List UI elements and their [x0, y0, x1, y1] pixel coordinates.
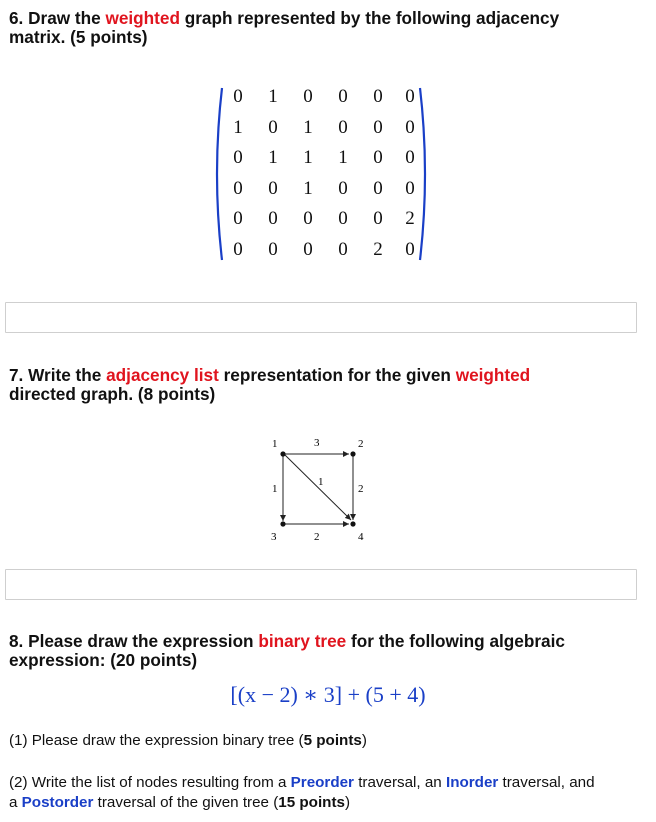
matrix-cell-r2-c2: 0 — [268, 116, 278, 138]
matrix-cell-r5-c1: 0 — [233, 208, 243, 229]
keyword-preorder: Preorder — [290, 774, 354, 791]
algebraic-expression: [(x − 2) ∗ 3] + (5 + 4) — [230, 682, 426, 707]
matrix-cell-r1-c5: 0 — [373, 86, 383, 107]
matrix-cell-r5-c4: 0 — [338, 208, 348, 229]
weight-2-4: 2 — [358, 483, 364, 495]
graph-node-2 — [350, 451, 355, 456]
matrix-cell-r6-c4: 0 — [338, 238, 348, 260]
matrix-cell-r3-c1: 0 — [233, 147, 243, 168]
question-8 — [9, 632, 639, 670]
matrix-cell-r6-c1: 0 — [233, 238, 243, 260]
keyword-weighted: weighted — [105, 8, 180, 28]
matrix-cell-r2-c4: 0 — [338, 116, 348, 138]
answer-box-q6[interactable] — [5, 302, 637, 333]
keyword-inorder: Inorder — [445, 774, 499, 791]
matrix-cell-r1-c6: 0 — [405, 86, 415, 107]
keyword-binary-tree: binary tree — [258, 631, 347, 651]
matrix-cell-r4-c1: 0 — [233, 177, 243, 199]
answer-box-q7[interactable] — [5, 569, 637, 600]
part-2-text: (2) Write the list of nodes resulting from a Preorder traversal, an Inorder traversal, and a Postorder traversal of the given tree (15 points) — [9, 774, 595, 811]
matrix-cell-r4-c2: 0 — [268, 177, 278, 199]
keyword-postorder: Postorder — [21, 794, 94, 811]
node-label-1: 1 — [272, 438, 278, 450]
matrix-cell-r6-c2: 0 — [268, 238, 278, 260]
matrix-cell-r5-c6: 2 — [405, 208, 415, 229]
node-label-3: 3 — [271, 531, 277, 543]
weight-1-4: 1 — [318, 476, 324, 488]
keyword-weighted: weighted — [455, 365, 531, 385]
matrix-cell-r5-c5: 0 — [373, 208, 383, 229]
matrix-cell-r4-c4: 0 — [338, 177, 348, 199]
adjacency-matrix — [210, 84, 432, 264]
graph-node-3 — [280, 521, 285, 526]
matrix-cell-r3-c3: 1 — [303, 147, 313, 168]
graph-node-1 — [280, 451, 285, 456]
graph-node-4 — [350, 521, 355, 526]
question-7-title: 7. Write the adjacency list representation for the given weighted directed graph. (8 points) — [9, 365, 531, 404]
matrix-cell-r2-c5: 0 — [373, 116, 383, 138]
question-8-title: 8. Please draw the expression binary tree for the following algebraic expression: (20 points) — [9, 631, 565, 670]
matrix-cell-r6-c3: 0 — [303, 238, 313, 260]
weight-1-2: 3 — [314, 437, 320, 449]
matrix-cell-r5-c2: 0 — [268, 208, 278, 229]
node-label-4: 4 — [358, 531, 364, 543]
matrix-cell-r4-c5: 0 — [373, 177, 383, 199]
weight-3-4: 2 — [314, 531, 320, 543]
matrix-cell-r4-c6: 0 — [405, 177, 415, 199]
matrix-cell-r3-c5: 0 — [373, 147, 383, 168]
question-7 — [9, 366, 639, 404]
matrix-cell-r2-c3: 1 — [303, 116, 313, 138]
weight-1-3: 1 — [272, 483, 278, 495]
matrix-cell-r2-c6: 0 — [405, 116, 415, 138]
matrix-cell-r1-c4: 0 — [338, 86, 348, 107]
keyword-adjacency-list: adjacency list — [106, 365, 219, 385]
matrix-cell-r6-c5: 2 — [373, 238, 383, 260]
matrix-cell-r1-c2: 1 — [268, 86, 278, 107]
directed-graph — [254, 434, 374, 554]
matrix-cell-r3-c4: 1 — [338, 147, 348, 168]
matrix-cell-r6-c6: 0 — [405, 238, 415, 260]
matrix-cell-r1-c1: 0 — [233, 86, 243, 107]
matrix-cell-r3-c2: 1 — [268, 147, 278, 168]
question-6-title: 6. Draw the weighted graph represented by the following adjacency matrix. (5 points) — [9, 8, 560, 47]
part-1-text: (1) Please draw the expression binary tree (5 points) — [9, 732, 367, 749]
matrix-cell-r5-c3: 0 — [303, 208, 313, 229]
matrix-cell-r2-c1: 1 — [233, 116, 243, 138]
matrix-cell-r1-c3: 0 — [303, 86, 313, 107]
node-label-2: 2 — [358, 438, 364, 450]
question-6 — [9, 9, 639, 47]
matrix-cell-r3-c6: 0 — [405, 147, 415, 168]
matrix-brackets — [210, 84, 432, 264]
matrix-cell-r4-c3: 1 — [303, 177, 313, 199]
